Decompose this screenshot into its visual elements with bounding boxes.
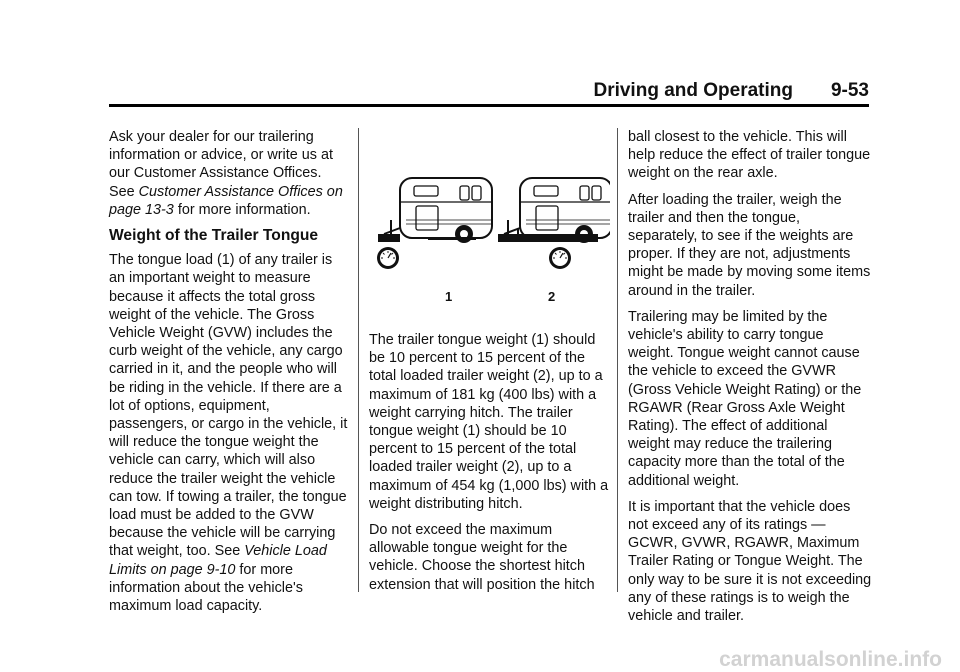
weigh-trailer-paragraph: After loading the trailer, weigh the trailer and then the tongue, separately, to see if the weights are proper. If they are not, adjustments might be made by moving some items around in the trailer. bbox=[628, 191, 871, 299]
link-customer-assistance[interactable]: Customer Assistance Offices on page 13-3 bbox=[109, 183, 343, 218]
tongue-weight-paragraph: The trailer tongue weight (1) should be 10 percent to 15 percent of the total loaded trailer weight (2), up to a maximum of 181 kg (400 lbs) with a weight carrying hitch. The trailer tongue weight (1) should be 10 percent to 15 percent of the total loaded trailer weight (2), up to a maximum of 454 kg (1,000 lbs) with a weight distributing hitch. bbox=[369, 332, 609, 512]
trailer-scale-icon bbox=[498, 234, 598, 242]
trailer-1-icon bbox=[384, 178, 492, 243]
section-title: Driving and Operating bbox=[593, 80, 793, 101]
intro-text: Ask your dealer for our trailering information or advice, or write us at our Customer Assistance Offices. See bbox=[109, 129, 333, 200]
tongue-load-text-end: for more information about the vehicle's maximum load capacity. bbox=[109, 561, 303, 615]
callout-1: 1 bbox=[445, 289, 453, 304]
hitch-ball-paragraph: ball closest to the vehicle. This will help reduce the effect of trailer tongue weight on the rear axle. bbox=[628, 129, 871, 182]
column-3 bbox=[628, 128, 872, 633]
tongue-limit-paragraph: Trailering may be limited by the vehicle's ability to carry tongue weight. Tongue weight cannot cause the vehicle to exceed the GVWR (Gross Vehicle Weight Rating) or the RGAWR (Rear Gross Axle Weight Rating). The effect of additional weight may reduce the trailering capacity more than the total of the additional weight. bbox=[628, 308, 862, 489]
ratings-paragraph: It is important that the vehicle does not exceed any of its ratings — GCWR, GVWR, RGAWR, Maximum Trailer Rating or Tongue Weight. The only way to be sure it is not exceeding any of these ratings is to weigh the vehicle and trailer. bbox=[628, 498, 872, 625]
trailer-weight-illustration bbox=[370, 170, 610, 310]
callout-2: 2 bbox=[548, 289, 556, 304]
column-divider-2 bbox=[617, 128, 618, 592]
column-1 bbox=[109, 128, 349, 623]
tongue-load-paragraph bbox=[109, 251, 349, 615]
tongue-scale-icon bbox=[378, 234, 400, 242]
column-divider-1 bbox=[358, 128, 359, 592]
scale-gauge-2-icon bbox=[549, 247, 571, 269]
intro-text-end: for more information. bbox=[173, 201, 311, 218]
page-number: 9-53 bbox=[830, 80, 869, 101]
tongue-load-text: The tongue load (1) of any trailer is an important weight to measure because it affects the total gross weight of the vehicle. The Gross Vehicle Weight (GVW) includes the curb weight of the vehicle, any cargo carried in it, and the people who will be riding in the vehicle. If there are a lot of options, equipment, passengers, or cargo in the vehicle, it will reduce the tongue weight the vehicle can carry, which will also reduce the trailer weight the vehicle can tow. If towing a trailer, the tongue load must be added to the GVW because the vehicle will be carrying that weight, too. See bbox=[109, 252, 348, 560]
max-tongue-paragraph: Do not exceed the maximum allowable tongue weight for the vehicle. Choose the shortest hitch extension that will position the hitch bbox=[369, 522, 595, 593]
page-header bbox=[109, 80, 869, 104]
trailer-2-icon bbox=[504, 178, 610, 243]
section-heading: Weight of the Trailer Tongue bbox=[109, 227, 319, 245]
column-2 bbox=[369, 331, 609, 602]
watermark: carmanualsonline.info bbox=[719, 648, 942, 671]
scale-gauge-1-icon bbox=[377, 247, 399, 269]
link-vehicle-load-limits[interactable]: Vehicle Load Limits on page 9-10 bbox=[109, 543, 327, 578]
header-rule bbox=[109, 104, 869, 107]
intro-paragraph bbox=[109, 128, 349, 219]
